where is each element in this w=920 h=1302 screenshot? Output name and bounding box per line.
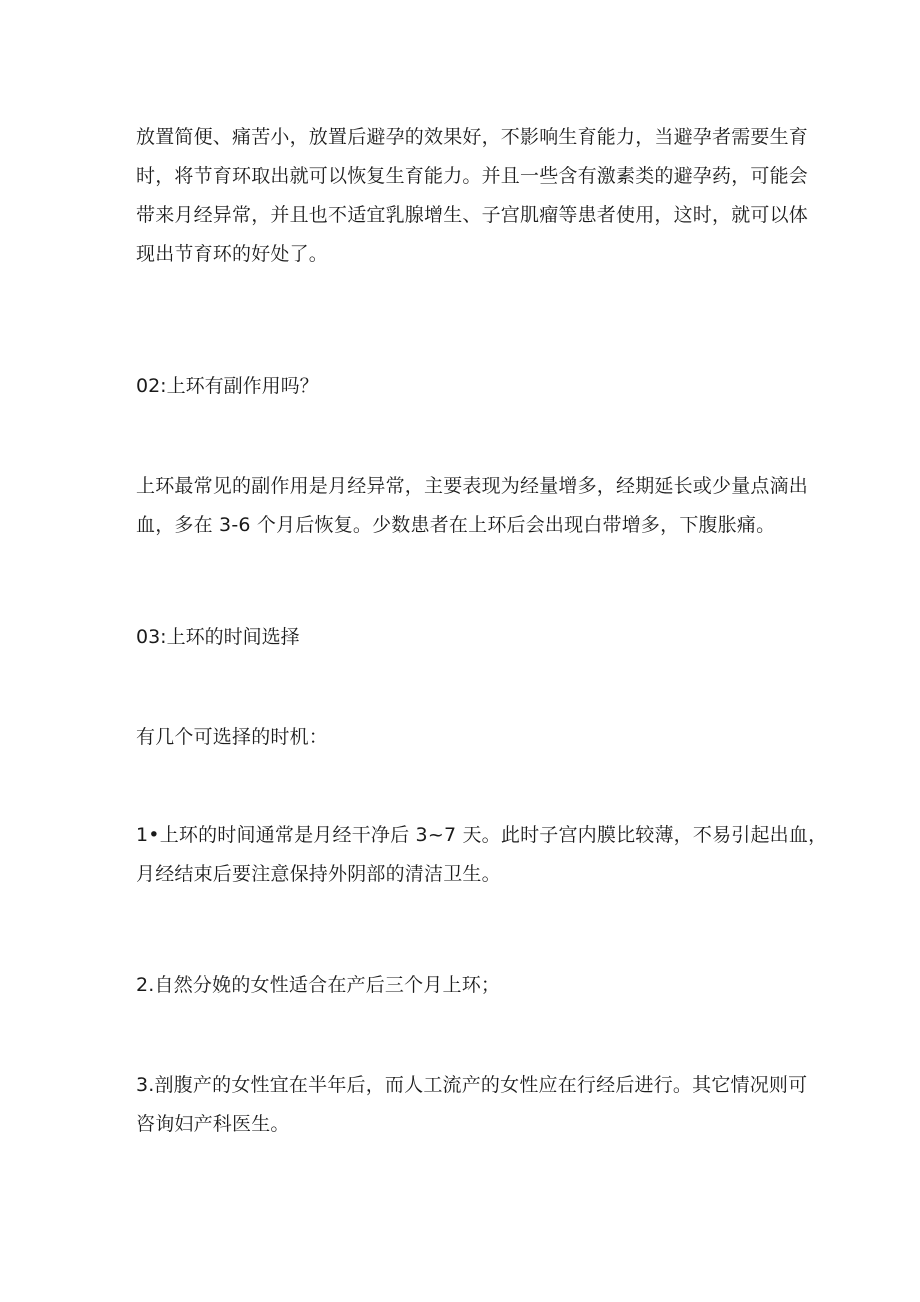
timing-item-2 <box>136 966 816 1005</box>
text-line: 1•上环的时间通常是月经干净后 3~7 天。此时子宫内膜比较薄，不易引起出血， <box>136 824 828 846</box>
text-line: 现出节育环的好处了。 <box>136 243 329 265</box>
timing-item-3 <box>136 1066 816 1144</box>
text-line: 2.自然分娩的女性适合在产后三个月上环； <box>136 974 501 996</box>
text-line: 月经结束后要注意保持外阴部的清洁卫生。 <box>136 863 501 885</box>
timing-intro-paragraph <box>136 718 816 757</box>
timing-item-1 <box>136 816 828 894</box>
text-line: 血，多在 3-6 个月后恢复。少数患者在上环后会出现白带增多，下腹胀痛。 <box>136 514 776 536</box>
section-heading-side-effects: 02:上环有副作用吗？ <box>136 375 319 397</box>
section-heading-timing: 03:上环的时间选择 <box>136 626 300 648</box>
text-line: 放置简便、痛苦小，放置后避孕的效果好，不影响生育能力，当避孕者需要生育 <box>136 126 809 148</box>
text-line: 咨询妇产科医生。 <box>136 1113 290 1135</box>
text-line: 有几个可选择的时机： <box>136 726 329 748</box>
text-line: 上环最常见的副作用是月经异常，主要表现为经量增多，经期延长或少量点滴出 <box>136 475 809 497</box>
intro-paragraph <box>136 118 816 274</box>
text-line: 带来月经异常，并且也不适宜乳腺增生、子宫肌瘤等患者使用，这时，就可以体 <box>136 204 809 226</box>
text-line: 3.剖腹产的女性宜在半年后，而人工流产的女性应在行经后进行。其它情况则可 <box>136 1074 808 1096</box>
text-line: 时，将节育环取出就可以恢复生育能力。并且一些含有激素类的避孕药，可能会 <box>136 165 809 187</box>
side-effects-paragraph <box>136 467 816 545</box>
